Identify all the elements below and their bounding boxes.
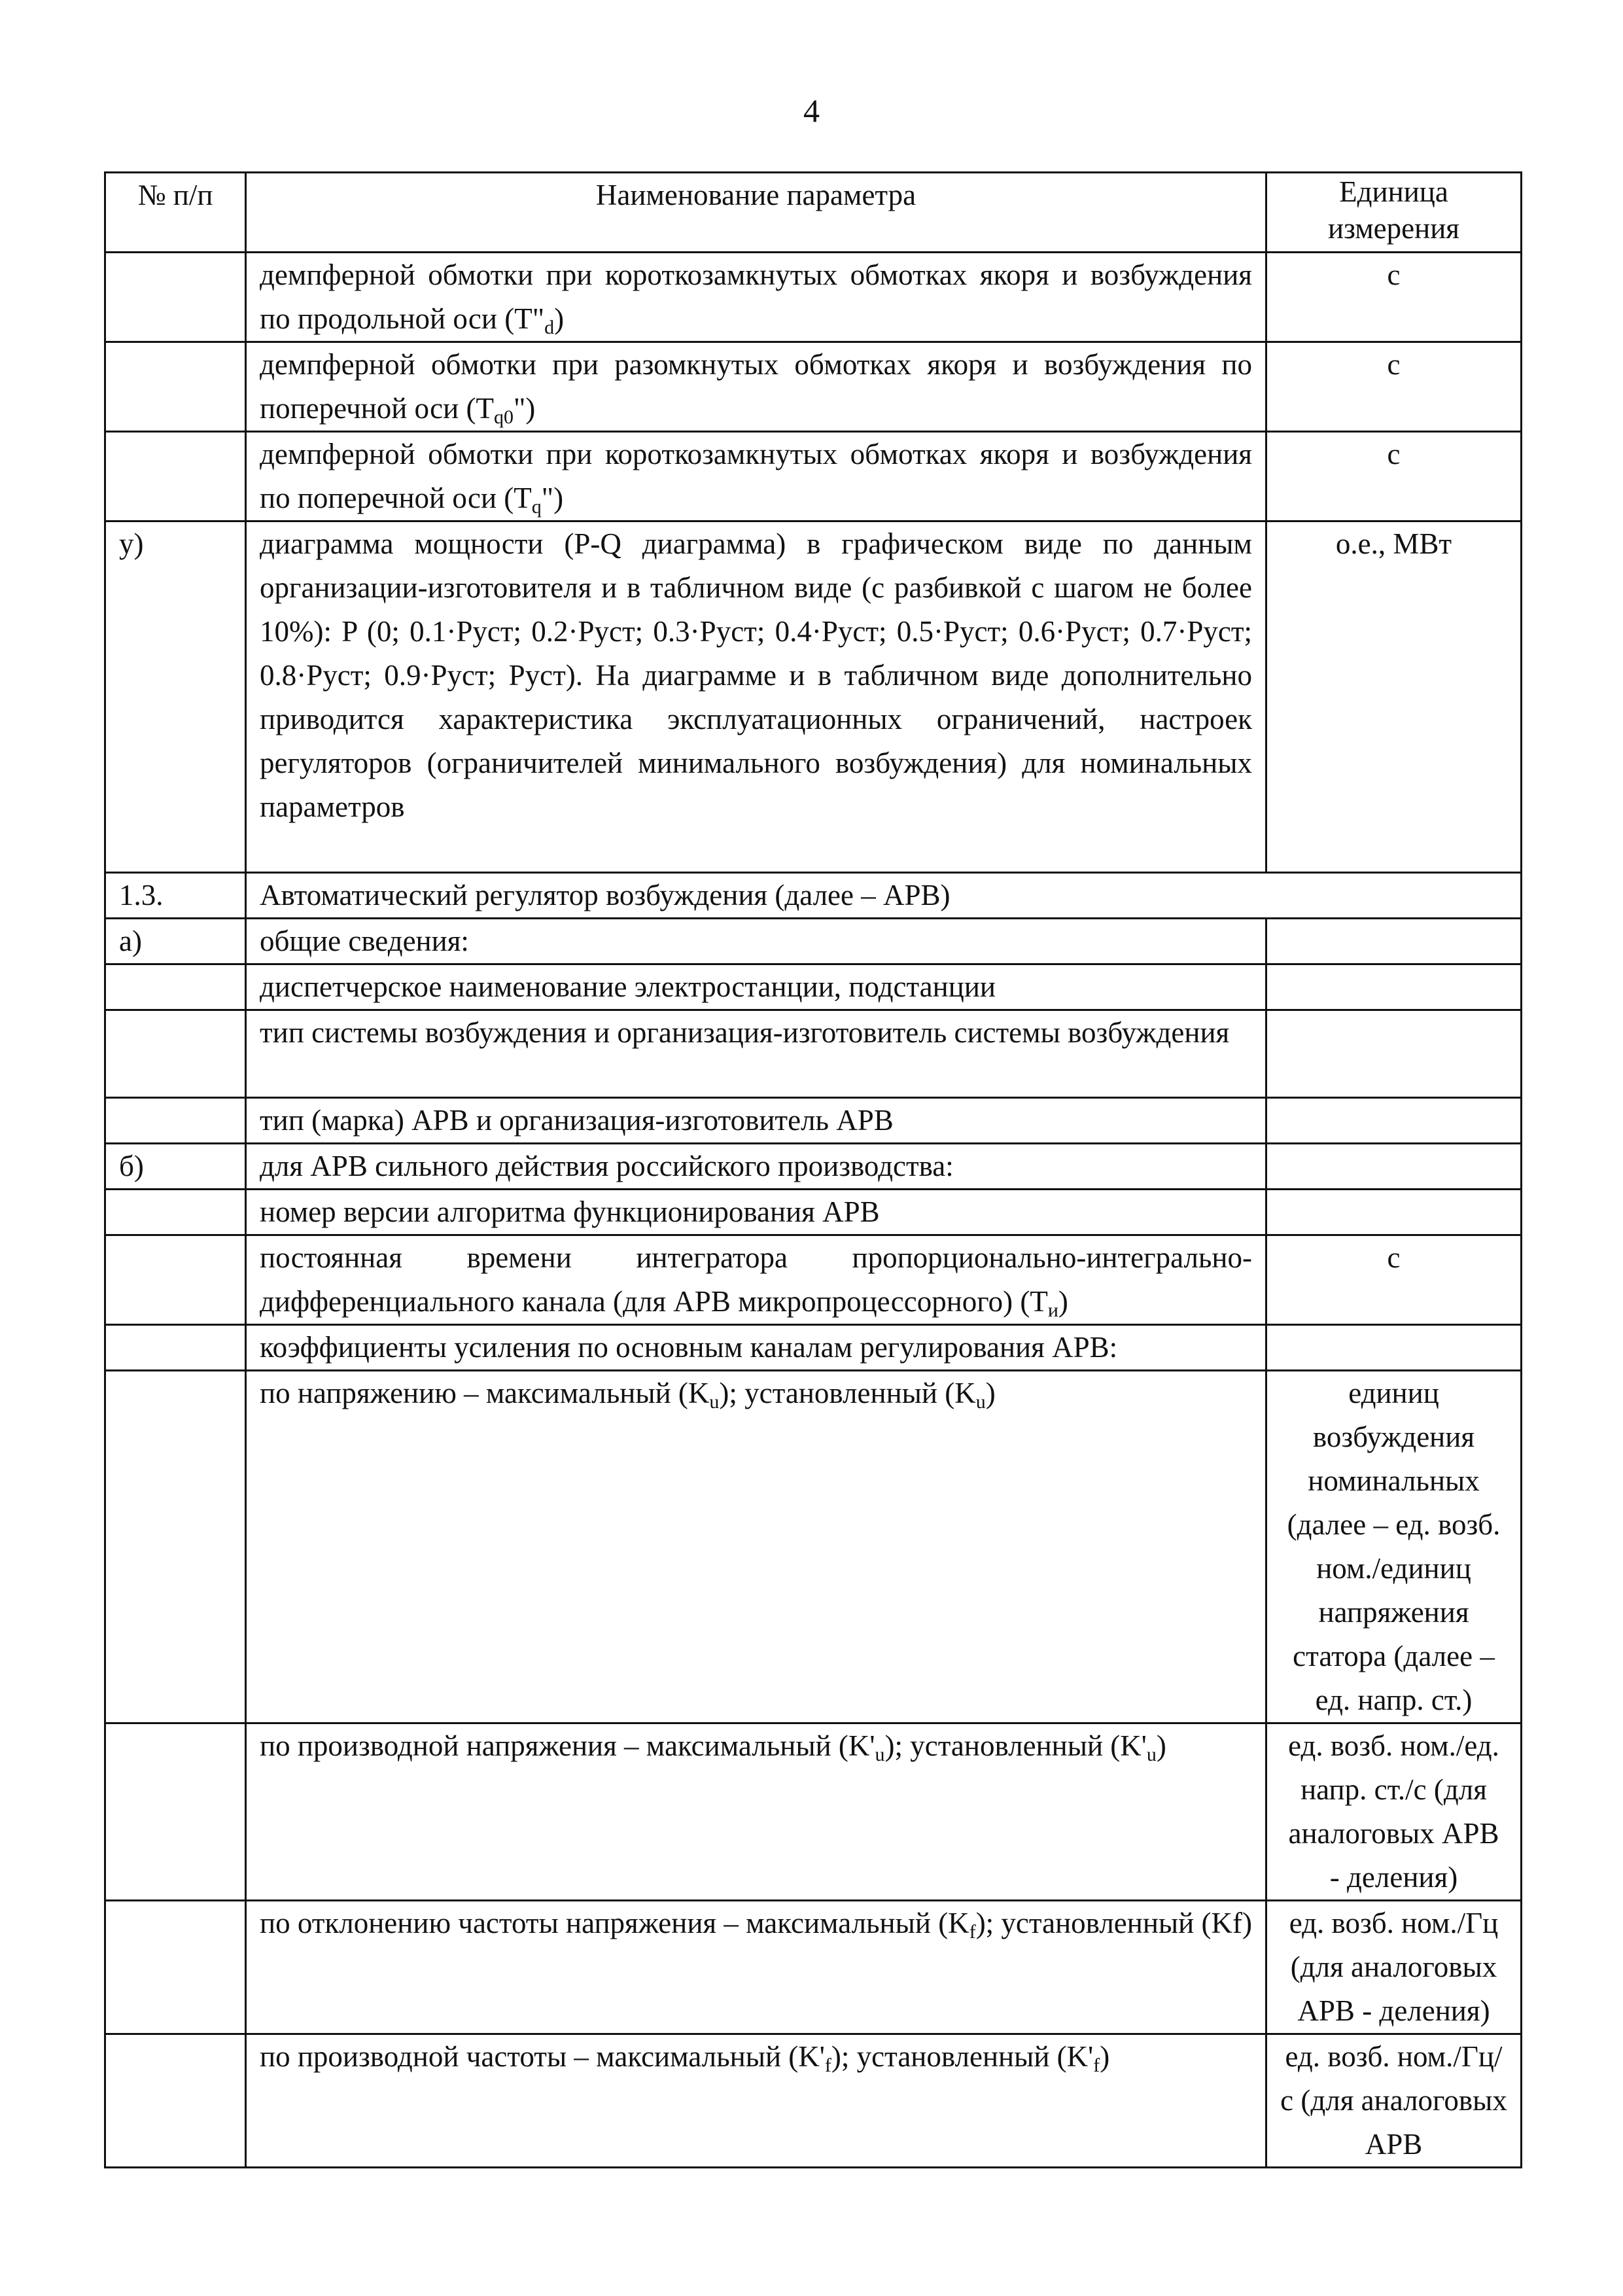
row-name-text-end: ) [1100, 2040, 1110, 2073]
row-name-subscript: f [1093, 2055, 1100, 2076]
table-row [105, 1190, 1522, 1235]
row-unit [1266, 1098, 1522, 1144]
table-row [105, 1010, 1522, 1098]
table-row [105, 1371, 1522, 1723]
row-name-subscript: u [709, 1391, 720, 1413]
table-row [105, 1901, 1522, 2034]
row-name-subscript: q [531, 496, 542, 518]
row-unit: с [1266, 342, 1522, 432]
table-row [105, 521, 1522, 873]
row-num: 1.3. [105, 873, 246, 919]
row-name [246, 1723, 1266, 1901]
row-num [105, 1235, 246, 1325]
row-name-subscript: f [969, 1921, 976, 1943]
table-row [105, 432, 1522, 521]
row-num [105, 253, 246, 342]
table-row [105, 1325, 1522, 1371]
row-num [105, 1901, 246, 2034]
row-unit [1266, 1144, 1522, 1190]
row-name-text-end: ) [554, 302, 565, 335]
row-name-subscript: d [544, 317, 555, 338]
row-name-text: демпферной обмотки при разомкнутых обмотках якоря и возбуждения по поперечной оси (T [260, 348, 1252, 425]
row-name-subscript: u [975, 1391, 986, 1413]
header-num: № п/п [105, 173, 246, 253]
table-row [105, 253, 1522, 342]
table-row [105, 1723, 1522, 1901]
row-num [105, 1190, 246, 1235]
row-unit: ед. возб. ном./Гц (для аналоговых АРВ - деления) [1266, 1901, 1522, 2034]
row-num: а) [105, 919, 246, 964]
row-num [105, 1371, 246, 1723]
row-unit: с [1266, 1235, 1522, 1325]
row-name [246, 1901, 1266, 2034]
row-name-subscript: u [875, 1744, 885, 1765]
row-num [105, 964, 246, 1010]
row-name-text: по производной частоты – максимальный (K' [260, 2040, 825, 2073]
row-name: тип системы возбуждения и организация-изготовитель системы возбуждения [246, 1010, 1266, 1098]
row-name: для АРВ сильного действия российского производства: [246, 1144, 1266, 1190]
row-name-text: по напряжению – максимальный (K [260, 1377, 710, 1409]
row-num [105, 1723, 246, 1901]
row-name-text-end: ") [541, 482, 564, 514]
table-row [105, 342, 1522, 432]
row-name [246, 1371, 1266, 1723]
header-name: Наименование параметра [246, 173, 1266, 253]
row-name: диспетчерское наименование электростанции, подстанции [246, 964, 1266, 1010]
row-num: у) [105, 521, 246, 873]
row-name-text-end: f) [1232, 1907, 1252, 1939]
row-name-text-mid: ); установленный (K' [884, 1729, 1147, 1762]
row-name-text-mid: ); установленный (K [719, 1377, 976, 1409]
row-unit: о.е., МВт [1266, 521, 1522, 873]
row-name-text: демпферной обмотки при короткозамкнутых обмотках якоря и возбуждения по продольной оси (T" [260, 258, 1252, 335]
row-unit: единиц возбуждения номинальных (далее – ед. возб. ном./единиц напряжения статора (далее – ед. напр. ст.) [1266, 1371, 1522, 1723]
table-row [105, 1098, 1522, 1144]
table-row [105, 1144, 1522, 1190]
row-name-text: по производной напряжения – максимальный (K' [260, 1729, 875, 1762]
row-name: номер версии алгоритма функционирования АРВ [246, 1190, 1266, 1235]
row-name-subscript: f [824, 2055, 831, 2076]
row-num: б) [105, 1144, 246, 1190]
row-name [246, 432, 1266, 521]
header-unit: Единица измерения [1266, 173, 1522, 253]
row-unit [1266, 964, 1522, 1010]
table-row [105, 2034, 1522, 2168]
row-name-text-end: ") [513, 392, 536, 425]
row-name-text-end: ) [985, 1377, 996, 1409]
row-unit [1266, 1190, 1522, 1235]
row-unit [1266, 1325, 1522, 1371]
row-num [105, 1325, 246, 1371]
row-name-subscript: и [1047, 1299, 1058, 1321]
row-num [105, 432, 246, 521]
row-name-text-end: ) [1058, 1285, 1068, 1318]
row-name: тип (марка) АРВ и организация-изготовитель АРВ [246, 1098, 1266, 1144]
row-name-subscript: u [1146, 1744, 1157, 1765]
page-number: 4 [803, 92, 820, 129]
row-num [105, 1010, 246, 1098]
table-row [105, 1235, 1522, 1325]
table-row [105, 873, 1522, 919]
row-name: Автоматический регулятор возбуждения (далее – АРВ) [246, 873, 1522, 919]
row-name: коэффициенты усиления по основным каналам регулирования АРВ: [246, 1325, 1266, 1371]
row-unit [1266, 919, 1522, 964]
row-unit: с [1266, 253, 1522, 342]
row-name-subscript: q0 [493, 406, 514, 428]
row-name [246, 2034, 1266, 2168]
table-row [105, 964, 1522, 1010]
row-unit: ед. возб. ном./ед. напр. ст./с (для аналоговых АРВ - деления) [1266, 1723, 1522, 1901]
row-name-text-mid: ); установленный (K [975, 1907, 1232, 1939]
row-name [246, 1235, 1266, 1325]
row-name: диаграмма мощности (P-Q диаграмма) в графическом виде по данным организации-изготовителя и в табличном виде (с разбивкой с шагом не более 10%): P (0; 0.1·Руст; 0.2·Руст; 0.3·Руст; 0.4·Руст; 0.5·Руст; 0.6·Руст; 0.7·Руст; 0.8·Руст; 0.9·Руст; Руст). На диаграмме и в табличном виде дополнительно приводится характеристика эксплуатационных ограничений, настроек регуляторов (ограничителей минимального возбуждения) для номинальных параметров [246, 521, 1266, 873]
row-name-text-mid: ); установленный (K' [831, 2040, 1094, 2073]
row-num [105, 1098, 246, 1144]
row-name-text: демпферной обмотки при короткозамкнутых обмотках якоря и возбуждения по поперечной оси (T [260, 438, 1252, 514]
row-unit: ед. возб. ном./Гц/с (для аналоговых АРВ [1266, 2034, 1522, 2168]
row-num [105, 342, 246, 432]
row-num [105, 2034, 246, 2168]
row-name-text: постоянная времени интегратора пропорционально-интегрально-дифференциального канала (для АРВ микропроцессорного) (T [260, 1241, 1252, 1318]
table-row [105, 919, 1522, 964]
row-unit [1266, 1010, 1522, 1098]
table-header-row [105, 173, 1522, 253]
row-name [246, 342, 1266, 432]
row-name [246, 253, 1266, 342]
row-unit: с [1266, 432, 1522, 521]
row-name: общие сведения: [246, 919, 1266, 964]
row-name-text: по отклонению частоты напряжения – максимальный (K [260, 1907, 969, 1939]
row-name-text-end: ) [1156, 1729, 1166, 1762]
parameters-table [104, 171, 1522, 2168]
